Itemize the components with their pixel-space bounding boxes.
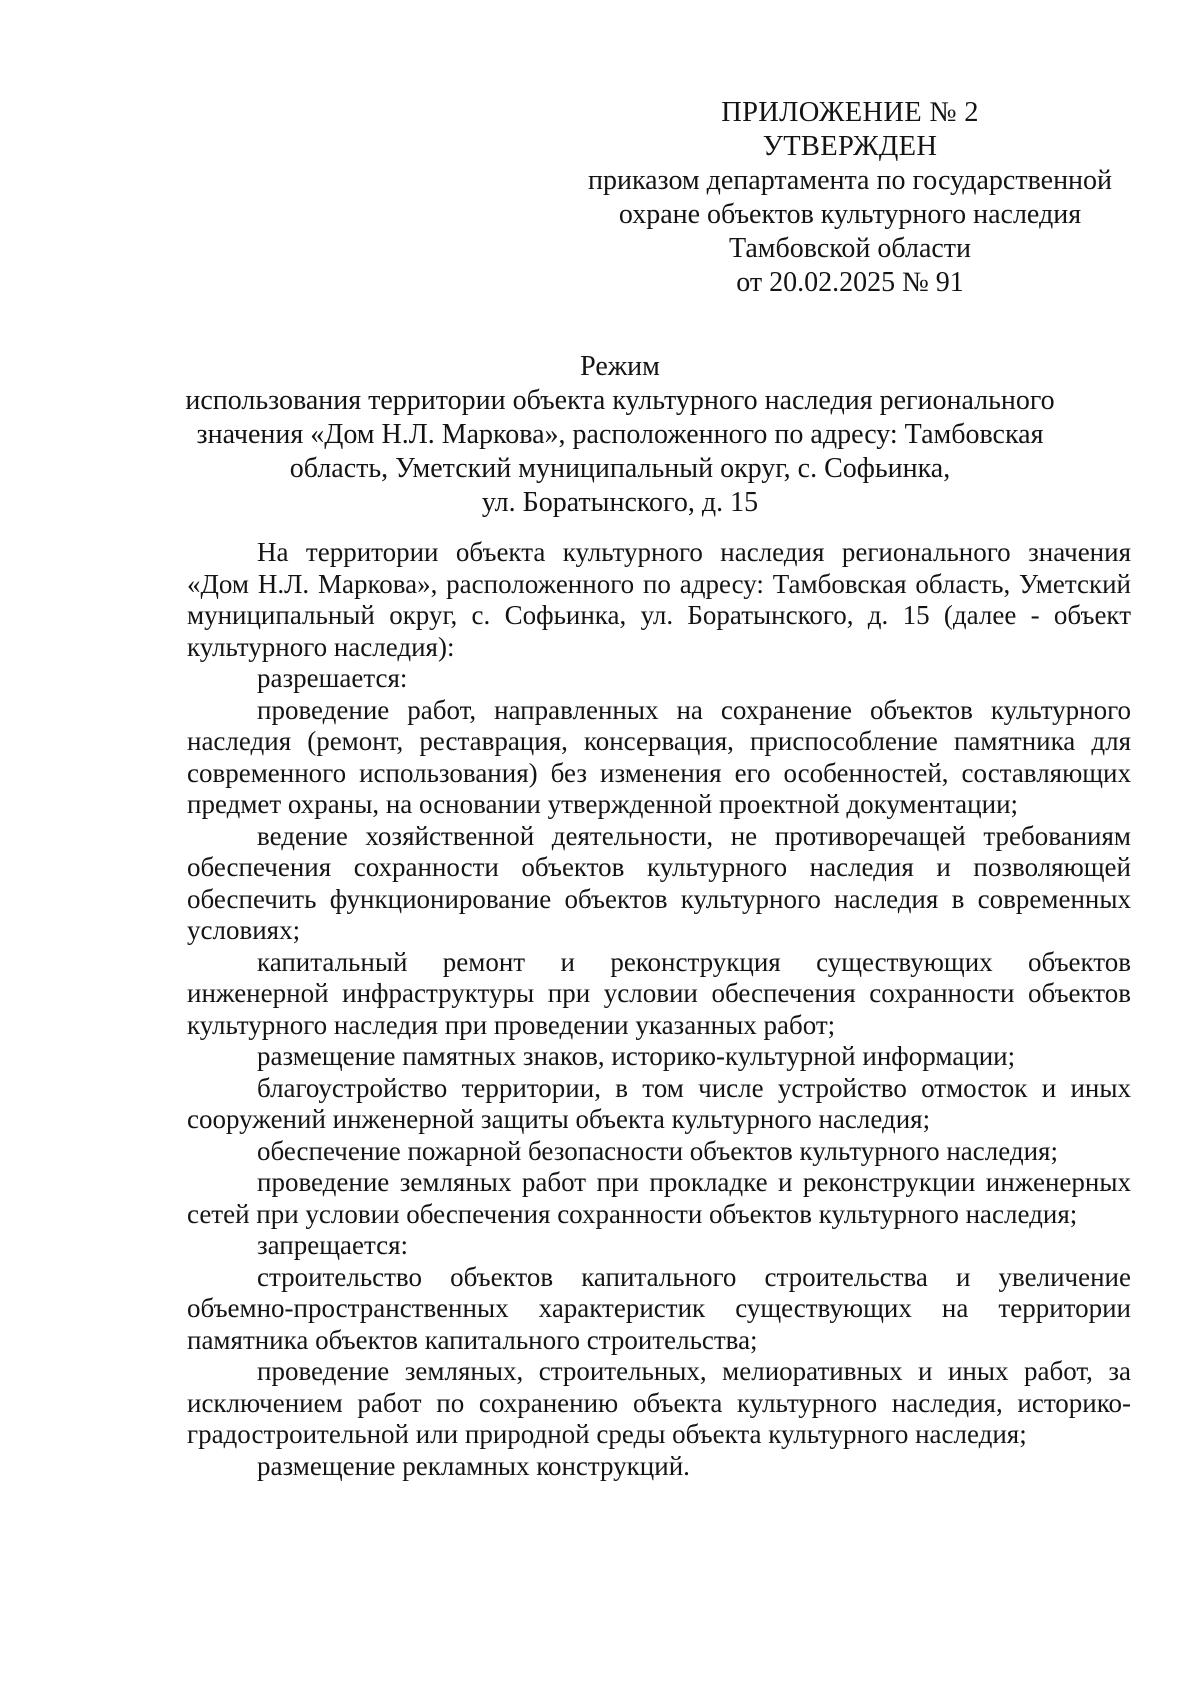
document-body [187,537,1131,1482]
allowed-item: благоустройство территории, в том числе устройство отмосток и иных сооружений инженерной защиты объекта культурного наследия; [187,1072,1131,1134]
order-line: приказом департамента по государственной [587,165,1113,196]
intro-paragraph: На территории объекта культурного наследия регионального значения «Дом Н.Л. Маркова», расположенного по адресу: Тамбовская область, Уметский муниципальный округ, с. Софьинка, ул. Боратынского, д. 15 (далее - объект культурного наследия): [187,537,1131,662]
allowed-item: размещение памятных знаков, историко-культурной информации; [257,1041,1016,1071]
document-title [180,350,1060,520]
approval-block [560,96,1140,300]
prohibited-item: строительство объектов капитального строительства и увеличение объемно-пространственных характеристик существующих на территории памятника объектов капитального строительства; [187,1261,1131,1355]
allowed-item: проведение работ, направленных на сохранение объектов культурного наследия (ремонт, реставрация, консервация, приспособление памятника для современного использования) без изменения его особенностей, составляющих предмет охраны, на основании утвержденной проектной документации; [187,694,1131,819]
subtitle-line: использования территории объекта культурного наследия регионального [185,385,1055,416]
order-line: охране объектов культурного наследия [618,199,1082,230]
subtitle-line: ул. Боратынского, д. 15 [481,487,759,518]
order-date-number: от 20.02.2025 № 91 [736,267,964,298]
allowed-item: капитальный ремонт и реконструкция существующих объектов инженерной инфраструктуры при условии обеспечения сохранности объектов культурного наследия при проведении указанных работ; [187,946,1131,1040]
allowed-label: разрешается: [257,663,408,693]
prohibited-item: размещение рекламных конструкций. [257,1450,690,1481]
prohibited-item: проведение земляных, строительных, мелиоративных и иных работ, за исключением работ по сохранению объекта культурного наследия, историко-градостроительной или природной среды объекта культурного наследия; [187,1356,1131,1449]
allowed-item: проведение земляных работ при прокладке и реконструкции инженерных сетей при условии обеспечения сохранности объектов культурного наследия; [187,1167,1131,1229]
subtitle-line: значения «Дом Н.Л. Маркова», расположенного по адресу: Тамбовская [196,419,1044,450]
approved-heading: УТВЕРЖДЕН [762,131,938,162]
subtitle-line: область, Уметский муниципальный округ, с. Софьинка, [289,453,951,484]
prohibited-label: запрещается: [257,1230,409,1260]
allowed-item: обеспечение пожарной безопасности объектов культурного наследия; [257,1135,1058,1166]
appendix-heading: ПРИЛОЖЕНИЕ № 2 [721,97,979,128]
allowed-item: ведение хозяйственной деятельности, не противоречащей требованиям обеспечения сохранности объектов культурного наследия и позволяющей обеспечить функционирование объектов культурного наследия в современных условиях; [187,820,1131,945]
title-regime: Режим [580,351,660,382]
order-line: Тамбовской области [728,233,972,264]
